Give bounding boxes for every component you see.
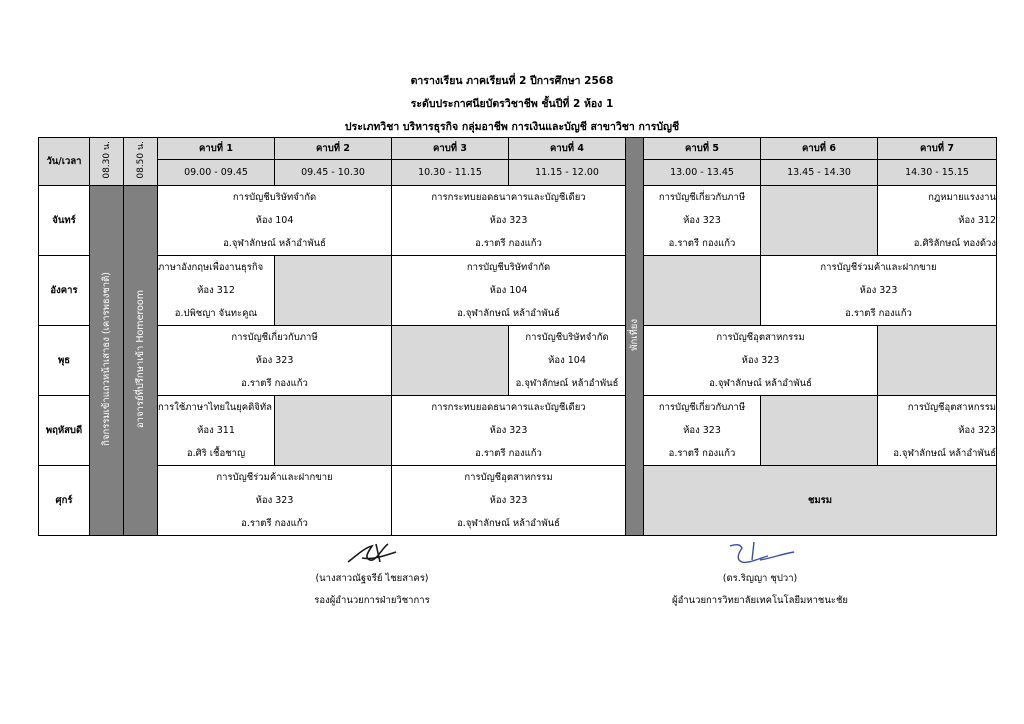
empty-cell — [761, 396, 878, 466]
club-cell: ชมรม — [644, 466, 997, 536]
document-title — [0, 70, 1024, 139]
class-teacher: อ.ราตรี กองแก้ว — [668, 238, 736, 249]
class-subject: การกระทบยอดธนาคารและบัญชีเดียว — [431, 402, 586, 413]
class-room: ห้อง 323 — [489, 215, 528, 226]
day-name: จันทร์ — [39, 186, 90, 256]
class-teacher: อ.ศิริลักษณ์ ทองด้วง — [913, 238, 996, 249]
class-teacher: อ.ราตรี กองแก้ว — [241, 378, 308, 389]
signature-right-position: ผู้อำนวยการวิทยาลัยเทคโนโลยีมหาชนะชัย — [672, 595, 848, 606]
empty-cell — [275, 396, 392, 466]
day-name: อังคาร — [39, 256, 90, 326]
day-name: ศุกร์ — [39, 466, 90, 536]
period-6-label: คาบที่ 6 — [761, 138, 878, 160]
homeroom-label: อาจารย์ที่ปรึกษาเข้า Homeroom — [135, 289, 146, 429]
class-room: ห้อง 311 — [197, 425, 235, 436]
class-teacher: อ.ราตรี กองแก้ว — [475, 238, 542, 249]
signature-right-name: (ดร.ริญญา ชุปวา) — [722, 573, 798, 584]
class-subject: การบัญชีเกี่ยวกับภาษี — [231, 332, 318, 343]
class-cell — [158, 326, 392, 396]
class-room: ห้อง 312 — [197, 285, 235, 296]
period-7-label: คาบที่ 7 — [878, 138, 997, 160]
class-cell — [878, 186, 997, 256]
signature-left-position: รองผู้อำนวยการฝ่ายวิชาการ — [314, 595, 430, 606]
class-room: ห้อง 323 — [489, 425, 528, 436]
class-room: ห้อง 323 — [255, 495, 294, 506]
class-subject: การบัญชีอุตสาหกรรม — [464, 472, 553, 483]
header-time-0830: 08.30 น. — [90, 138, 124, 186]
class-subject: การกระทบยอดธนาคารและบัญชีเดียว — [431, 192, 586, 203]
class-teacher: อ.จุฬาลักษณ์ หล้าอำพันธ์ — [515, 378, 619, 389]
morning-assembly-label: กิจกรรมเข้าแถวหน้าเสาธง (เคารพธงชาติ) — [101, 272, 112, 446]
class-cell — [761, 256, 997, 326]
class-teacher: อ.ศิริ เชื้อชาญ — [186, 448, 246, 459]
class-room: ห้อง 104 — [548, 355, 586, 366]
lunch-break-band — [626, 138, 644, 536]
class-room: ห้อง 104 — [489, 285, 528, 296]
class-subject: การบัญชีอุตสาหกรรม — [907, 402, 996, 413]
day-name: พุธ — [39, 326, 90, 396]
class-teacher: อ.จุฬาลักษณ์ หล้าอำพันธ์ — [893, 448, 996, 459]
morning-assembly-band — [90, 186, 124, 536]
header-row-times — [39, 160, 997, 186]
class-cell — [158, 186, 392, 256]
period-6-time: 13.45 - 14.30 — [761, 160, 878, 186]
class-room: ห้อง 323 — [489, 495, 528, 506]
period-5-label: คาบที่ 5 — [644, 138, 761, 160]
class-room: ห้อง 323 — [683, 425, 721, 436]
title-line-1: ตารางเรียน ภาคเรียนที่ 2 ปีการศึกษา 2568 — [410, 75, 614, 87]
empty-cell — [878, 326, 997, 396]
title-line-3: ประเภทวิชา บริหารธุรกิจ กลุ่มอาชีพ การเงินและบัญชี สาขาวิชา การบัญชี — [344, 121, 680, 133]
class-teacher: อ.จุฬาลักษณ์ หล้าอำพันธ์ — [457, 518, 560, 529]
class-subject: การบัญชีร่วมค้าและฝากขาย — [216, 472, 333, 483]
period-1-label: คาบที่ 1 — [158, 138, 275, 160]
class-subject: กฎหมายแรงงาน — [928, 192, 996, 203]
class-cell — [392, 466, 626, 536]
class-cell — [392, 396, 626, 466]
period-4-time: 11.15 - 12.00 — [509, 160, 626, 186]
header-day-time: วัน/เวลา — [39, 138, 90, 186]
class-cell — [509, 326, 626, 396]
class-subject: การบัญชีร่วมค้าและฝากขาย — [820, 262, 937, 273]
title-line-2: ระดับประกาศนียบัตรวิชาชีพ ชั้นปีที่ 2 ห้อง 1 — [410, 98, 614, 110]
class-cell — [392, 256, 626, 326]
class-teacher: อ.ราตรี กองแก้ว — [241, 518, 308, 529]
class-cell — [158, 396, 275, 466]
class-subject: ภาษาอังกฤษเพื่องานธุรกิจ — [158, 262, 264, 273]
period-5-time: 13.00 - 13.45 — [644, 160, 761, 186]
class-cell — [644, 326, 878, 396]
class-teacher: อ.ราตรี กองแก้ว — [475, 448, 542, 459]
class-subject: การบัญชีเกี่ยวกับภาษี — [658, 192, 746, 203]
class-teacher: อ.ปพิชญา จันทะคูณ — [174, 308, 258, 319]
class-subject: การบัญชีบริษัทจำกัด — [232, 192, 317, 203]
class-cell — [644, 396, 761, 466]
signature-scribble-right — [720, 538, 800, 568]
period-3-label: คาบที่ 3 — [392, 138, 509, 160]
class-subject: การบัญชีบริษัทจำกัด — [525, 332, 609, 343]
class-cell — [158, 466, 392, 536]
class-subject: การบัญชีเกี่ยวกับภาษี — [658, 402, 746, 413]
signature-scribble-left — [342, 538, 402, 568]
period-3-time: 10.30 - 11.15 — [392, 160, 509, 186]
lunch-break-label: พักเที่ยง — [629, 319, 640, 351]
signature-left — [262, 538, 482, 612]
class-subject: การบัญชีอุตสาหกรรม — [716, 332, 805, 343]
empty-cell — [275, 256, 392, 326]
class-subject: การใช้ภาษาไทยในยุคดิจิทัล — [158, 402, 272, 413]
period-2-label: คาบที่ 2 — [275, 138, 392, 160]
homeroom-band — [124, 186, 158, 536]
class-cell — [392, 186, 626, 256]
header-row-periods — [39, 138, 997, 160]
period-2-time: 09.45 - 10.30 — [275, 160, 392, 186]
day-row-friday — [39, 466, 997, 536]
signature-left-name: (นางสาวณัฐจรีย์ ไชยสาคร) — [315, 573, 429, 584]
class-room: ห้อง 104 — [255, 215, 294, 226]
class-room: ห้อง 323 — [859, 285, 898, 296]
day-row-tuesday — [39, 256, 997, 326]
period-4-label: คาบที่ 4 — [509, 138, 626, 160]
timetable — [38, 137, 997, 536]
signature-right — [630, 538, 890, 612]
empty-cell — [644, 256, 761, 326]
day-row-monday — [39, 186, 997, 256]
class-room: ห้อง 323 — [255, 355, 294, 366]
class-cell — [878, 396, 997, 466]
class-teacher: อ.จุฬาลักษณ์ หล้าอำพันธ์ — [457, 308, 560, 319]
day-name: พฤหัสบดี — [39, 396, 90, 466]
header-time-0850: 08.50 น. — [124, 138, 158, 186]
class-room: ห้อง 323 — [683, 215, 721, 226]
class-teacher: อ.ราตรี กองแก้ว — [845, 308, 912, 319]
class-cell — [158, 256, 275, 326]
class-room: ห้อง 323 — [741, 355, 780, 366]
class-teacher: อ.จุฬาลักษณ์ หล้าอำพันธ์ — [223, 238, 326, 249]
period-7-time: 14.30 - 15.15 — [878, 160, 997, 186]
class-subject: การบัญชีบริษัทจำกัด — [466, 262, 551, 273]
class-cell — [644, 186, 761, 256]
empty-cell — [761, 186, 878, 256]
day-row-thursday — [39, 396, 997, 466]
class-room: ห้อง 323 — [958, 425, 996, 436]
period-1-time: 09.00 - 09.45 — [158, 160, 275, 186]
class-room: ห้อง 312 — [958, 215, 996, 226]
class-teacher: อ.จุฬาลักษณ์ หล้าอำพันธ์ — [709, 378, 812, 389]
day-row-wednesday — [39, 326, 997, 396]
empty-cell — [392, 326, 509, 396]
class-teacher: อ.ราตรี กองแก้ว — [668, 448, 736, 459]
